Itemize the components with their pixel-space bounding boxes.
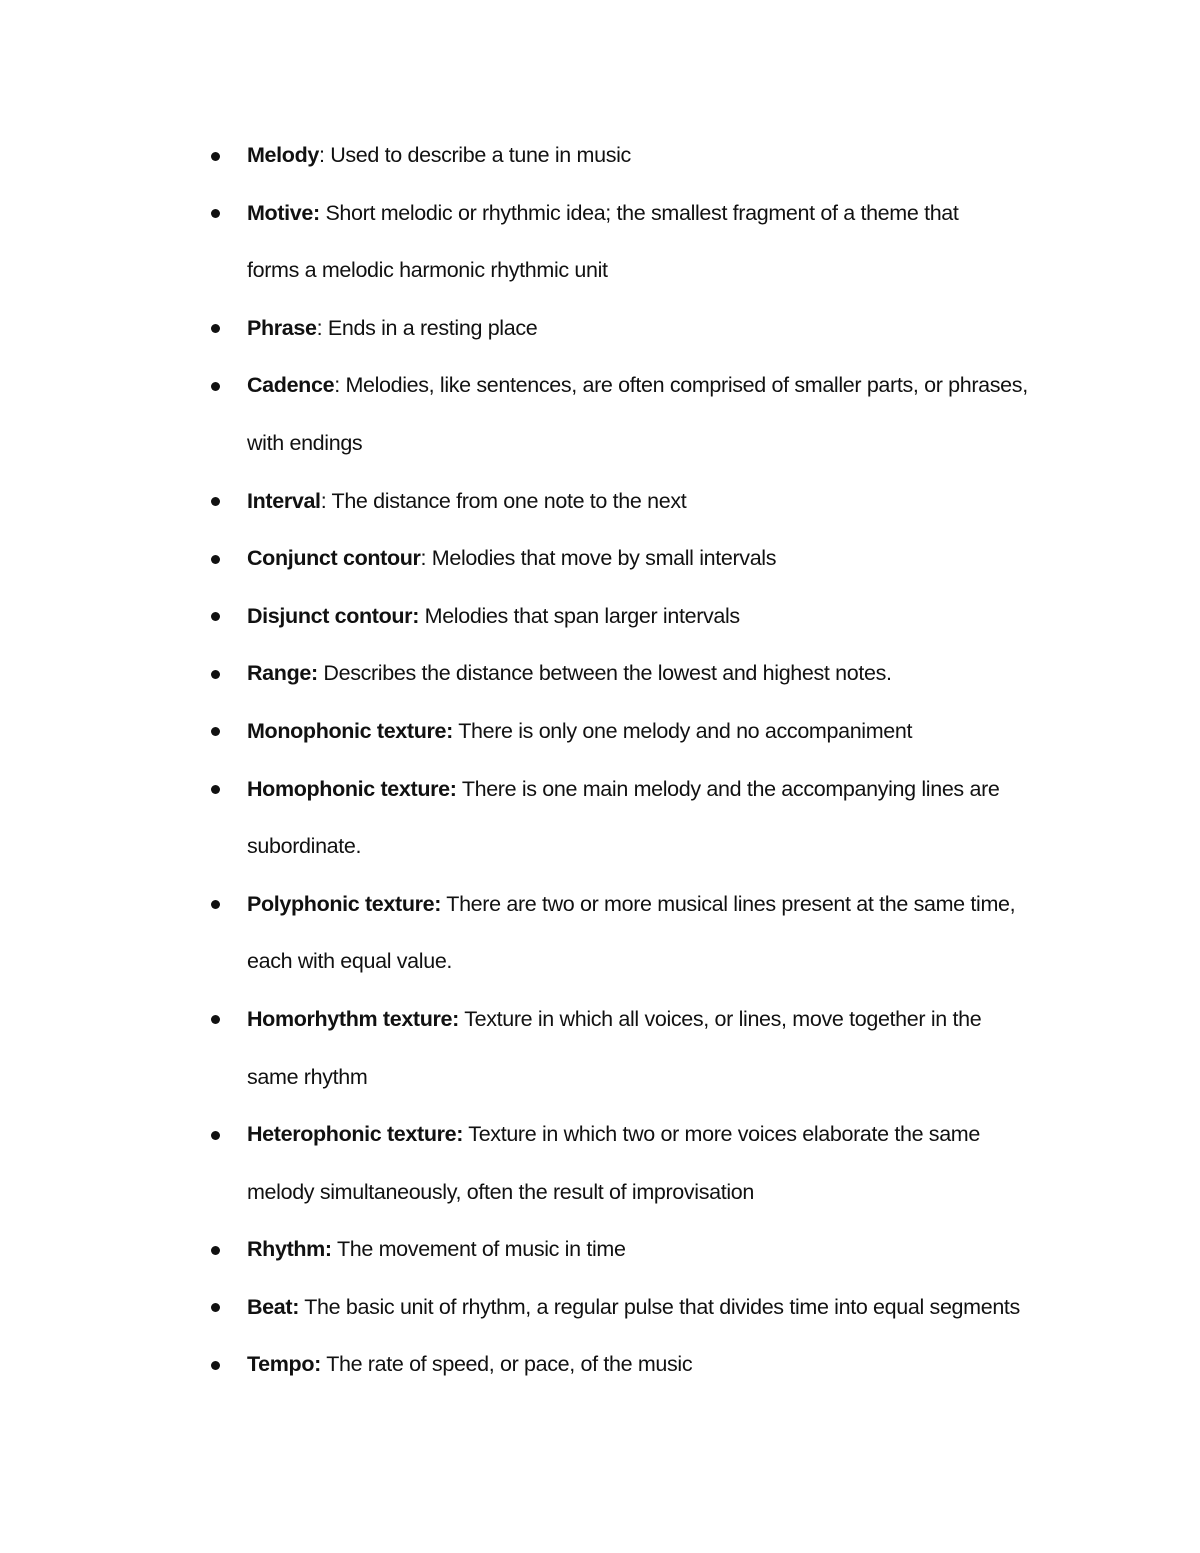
term-label: Phrase (247, 315, 317, 340)
term-separator: : (420, 546, 432, 571)
term-label: Conjunct contour (247, 546, 421, 571)
term-definition: Describes the distance between the lowest and highest notes. (323, 661, 892, 686)
bullet-icon (211, 555, 220, 564)
term-label: Disjunct contour: (247, 603, 420, 628)
item-first-line (247, 316, 537, 340)
term-label: Melody (247, 143, 319, 167)
term-definition-continued: with endings (247, 430, 363, 455)
item-first-line (247, 373, 1028, 397)
term-label: Beat: (247, 1294, 300, 1319)
item-first-line (247, 1122, 980, 1146)
term-label: Tempo: (247, 1352, 321, 1377)
bullet-icon (211, 209, 220, 218)
term-definition: The rate of speed, or pace, of the music (326, 1352, 693, 1377)
bullet-icon (211, 1015, 220, 1024)
glossary-item (0, 1106, 1200, 1221)
item-first-line (247, 143, 631, 167)
term-definition-continued: melody simultaneously, often the result of improvisation (247, 1179, 755, 1204)
bullet-icon (211, 1361, 220, 1370)
item-first-line (247, 489, 686, 513)
glossary-item (0, 761, 1200, 876)
term-definition: There is one main melody and the accompanying lines are (461, 776, 1000, 801)
item-first-line (247, 1237, 626, 1261)
term-label: Cadence (247, 373, 335, 398)
glossary-item (0, 1279, 1200, 1337)
term-label: Rhythm: (247, 1237, 332, 1262)
term-definition: Used to describe a tune in music (330, 143, 631, 167)
term-definition: The movement of music in time (337, 1237, 626, 1262)
term-label: Interval (247, 488, 321, 513)
term-definition-continued: forms a melodic harmonic rhythmic unit (247, 258, 608, 283)
glossary-item (0, 991, 1200, 1106)
bullet-icon (211, 785, 220, 794)
term-definition: Texture in which two or more voices elaborate the same (468, 1122, 980, 1147)
item-first-line (247, 604, 740, 628)
term-definition: Ends in a resting place (327, 315, 538, 340)
bullet-icon (211, 382, 220, 391)
bullet-icon (211, 324, 220, 333)
item-first-line (247, 1007, 981, 1031)
glossary-item (0, 127, 1200, 185)
term-definition: Texture in which all voices, or lines, move together in the (464, 1006, 982, 1031)
term-separator: : (320, 488, 332, 513)
term-label: Range: (247, 661, 318, 686)
bullet-icon (211, 152, 220, 161)
term-definition-continued: each with equal value. (247, 949, 453, 974)
glossary-item (0, 588, 1200, 646)
term-separator: : (316, 315, 328, 340)
bullet-icon (211, 900, 220, 909)
item-first-line (247, 777, 999, 801)
bullet-icon (211, 727, 220, 736)
glossary-item (0, 1221, 1200, 1279)
glossary-item (0, 357, 1200, 472)
term-definition: There is only one melody and no accompaniment (458, 718, 913, 743)
item-first-line (247, 661, 892, 685)
term-label: Heterophonic texture: (247, 1122, 464, 1147)
glossary-item (0, 473, 1200, 531)
glossary-list (0, 127, 1200, 1394)
item-first-line (247, 546, 776, 570)
term-definition: Melodies, like sentences, are often comprised of smaller parts, or phrases, (345, 373, 1028, 398)
bullet-icon (211, 612, 220, 621)
item-first-line (247, 1352, 692, 1376)
item-first-line (247, 892, 1015, 916)
glossary-item (0, 185, 1200, 300)
item-first-line (247, 201, 959, 225)
bullet-icon (211, 670, 220, 679)
glossary-item (0, 530, 1200, 588)
term-definition: The distance from one note to the next (331, 488, 687, 513)
term-definition: Melodies that move by small intervals (431, 546, 777, 571)
term-separator: : (318, 143, 331, 167)
term-definition-continued: same rhythm (247, 1064, 368, 1089)
glossary-item (0, 703, 1200, 761)
bullet-icon (211, 1131, 220, 1140)
glossary-item (0, 645, 1200, 703)
term-definition-continued: subordinate. (247, 834, 362, 859)
term-label: Polyphonic texture: (247, 891, 442, 916)
term-definition: Short melodic or rhythmic idea; the smallest fragment of a theme that (325, 200, 959, 225)
term-label: Homophonic texture: (247, 776, 457, 801)
bullet-icon (211, 1246, 220, 1255)
bullet-icon (211, 1303, 220, 1312)
glossary-item (0, 876, 1200, 991)
glossary-item (0, 1336, 1200, 1394)
term-definition: Melodies that span larger intervals (424, 603, 740, 628)
item-first-line (247, 1295, 1020, 1319)
term-label: Monophonic texture: (247, 718, 453, 743)
term-label: Homorhythm texture: (247, 1006, 459, 1031)
bullet-icon (211, 497, 220, 506)
term-label: Motive: (247, 200, 320, 225)
term-definition: The basic unit of rhythm, a regular pulse that divides time into equal segments (304, 1294, 1020, 1319)
term-separator: : (334, 373, 346, 398)
term-definition: There are two or more musical lines present at the same time, (446, 891, 1016, 916)
item-first-line (247, 719, 912, 743)
glossary-item (0, 300, 1200, 358)
